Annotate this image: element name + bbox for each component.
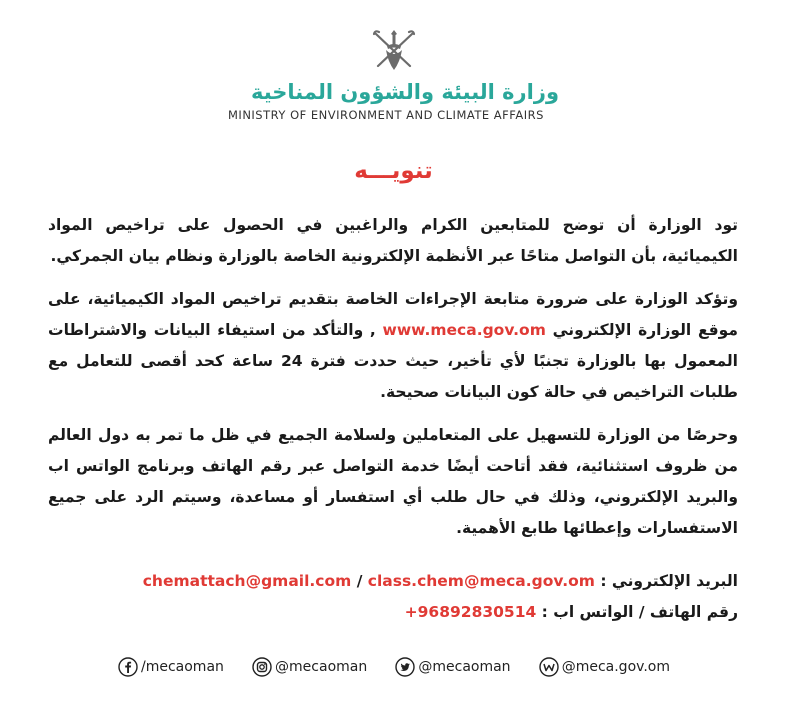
header <box>0 0 787 130</box>
website-link[interactable]: www.meca.gov.om <box>382 321 546 339</box>
notice-title: تنويـــه <box>354 158 433 184</box>
facebook-icon <box>118 657 138 677</box>
notice-body <box>48 210 738 556</box>
paragraph-2-end: , والتأكد من استيفاء البيانات والاشتراطات المعمول بها بالوزارة تجنبًا لأي تأخير، حيث حددت فترة 24 ساعة كحد أقصى للتعامل مع طلبات التراخيص في حالة كون البيانات صحيحة. <box>48 321 738 401</box>
email-link-gmail[interactable]: chemattach@gmail.com <box>142 572 352 590</box>
twitter-handle[interactable] <box>395 657 510 677</box>
ministry-name-english: MINISTRY OF ENVIRONMENT AND CLIMATE AFFAIRS <box>228 108 544 122</box>
email-label: البريد الإلكتروني : <box>594 572 738 590</box>
website-handle[interactable] <box>539 657 670 677</box>
paragraph-1: تود الوزارة أن توضح للمتابعين الكرام والراغبين في الحصول على تراخيص المواد الكيميائية، بأن التواصل متاحًا عبر الأنظمة الإلكترونية الخاصة بالوزارة ونظام بيان الجمركي. <box>48 216 738 265</box>
phone-row <box>48 597 738 628</box>
contact-section <box>48 566 738 628</box>
phone-label: رقم الهاتف / الواتس اب : <box>536 603 738 621</box>
email-link-meca[interactable]: class.chem@meca.gov.om <box>367 572 595 590</box>
oman-emblem-icon <box>370 24 418 74</box>
instagram-icon <box>252 657 272 677</box>
phone-number[interactable]: +96892830514 <box>404 603 537 621</box>
paragraph-2-start: وتؤكد الوزارة على ضرورة متابعة الإجراءات الخاصة بتقديم تراخيص المواد الكيميائية، على موقع الوزارة الإلكتروني <box>48 290 738 339</box>
website-icon <box>539 657 559 677</box>
facebook-handle[interactable] <box>118 657 224 677</box>
twitter-icon <box>395 657 415 677</box>
social-footer <box>118 654 670 680</box>
paragraph-3: وحرصًا من الوزارة للتسهيل على المتعاملين ولسلامة الجميع في ظل ما تمر به دول العالم من ظروف استثنائية، فقد أتاحت أيضًا خدمة التواصل عبر رقم الهاتف وبرنامج الواتس اب والبريد الإلكتروني، وذلك في حال طلب أي استفسار أو مساعدة، وسيتم الرد على جميع الاستفسارات وإعطائها طابع الأهمية. <box>48 426 738 537</box>
website-text: @meca.gov.om <box>561 659 670 675</box>
instagram-text: @mecaoman <box>275 659 368 675</box>
email-row <box>48 566 738 597</box>
email-separator: / <box>351 572 368 590</box>
paragraph-2 <box>48 284 738 408</box>
instagram-handle[interactable] <box>252 657 367 677</box>
twitter-text: @mecaoman <box>418 659 511 675</box>
ministry-name-arabic: وزارة البيئة والشؤون المناخية <box>250 80 559 104</box>
facebook-text: /mecaoman <box>141 659 224 675</box>
